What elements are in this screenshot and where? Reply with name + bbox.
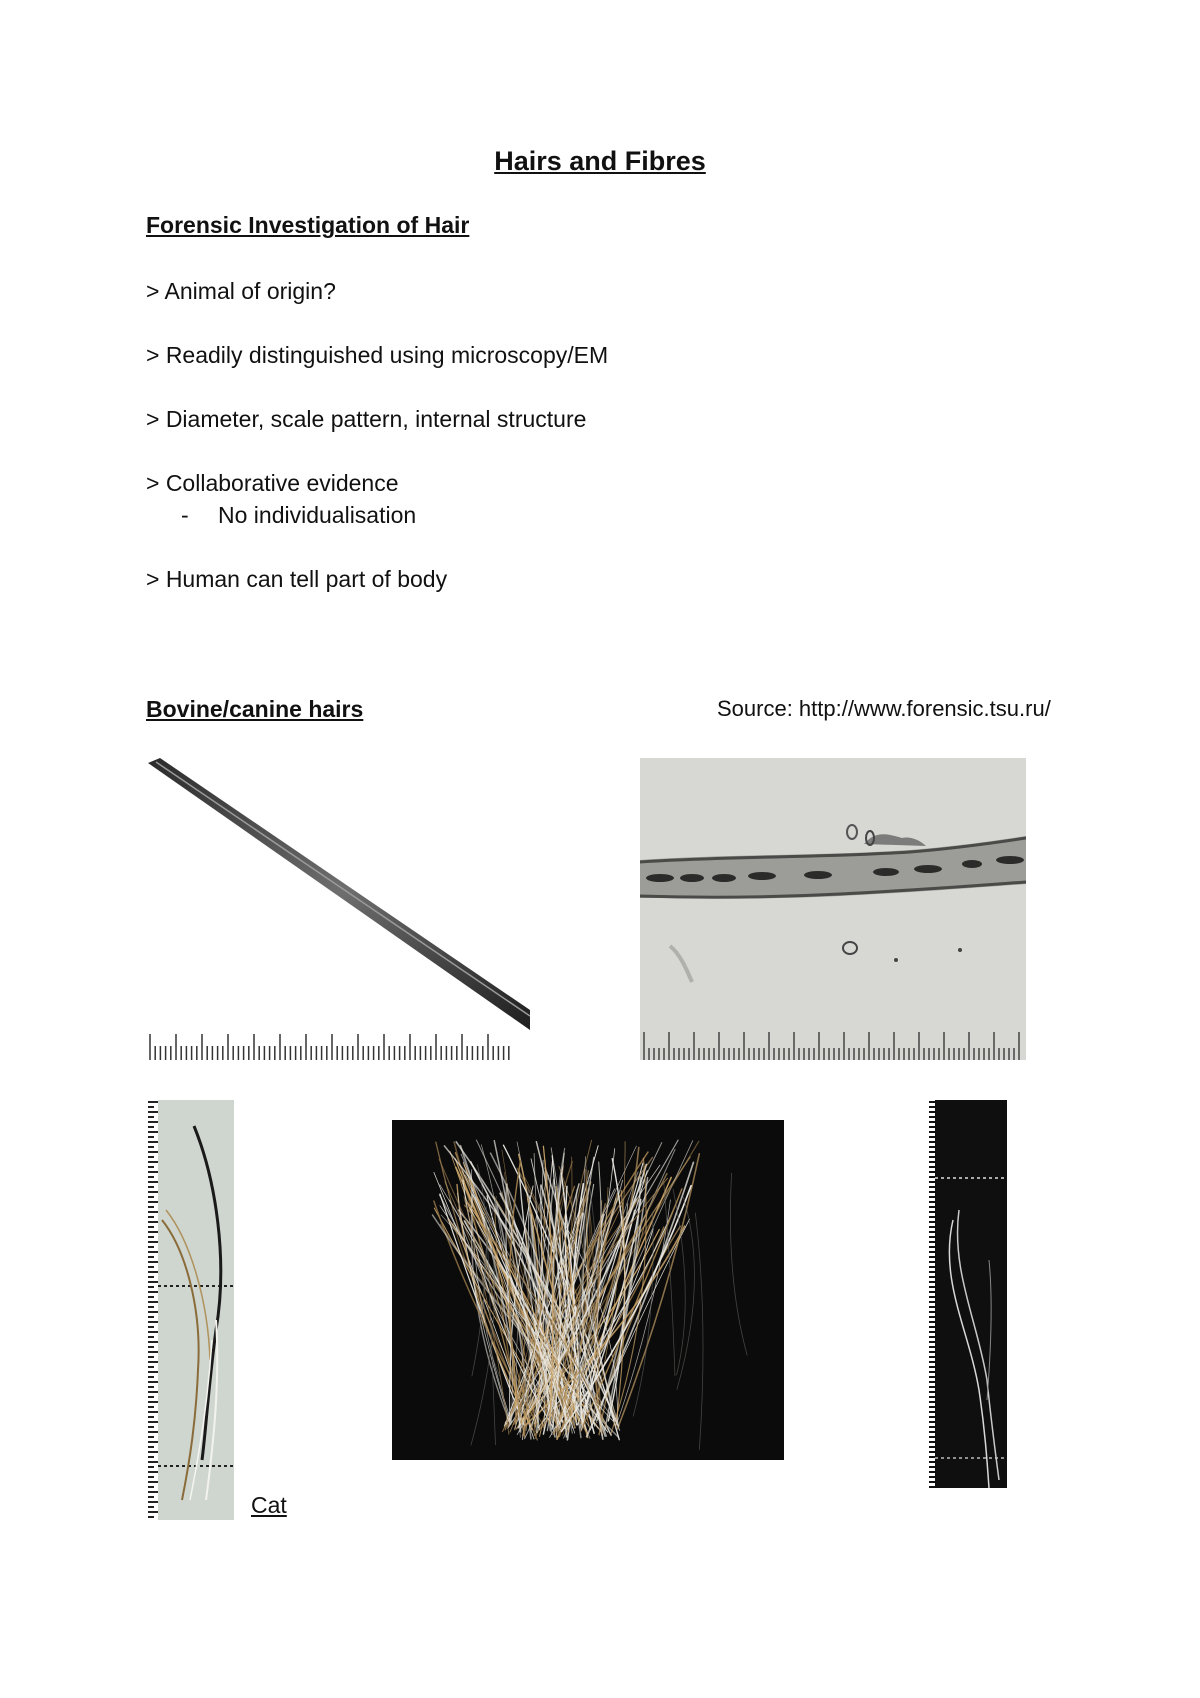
photo-hair-tuft [392, 1120, 784, 1460]
section-heading-bovine-canine: Bovine/canine hairs [146, 696, 364, 722]
photo-long-hairs [929, 1100, 1007, 1488]
point-animal-of-origin: > Animal of origin? [146, 278, 336, 304]
section-heading-forensic-investigation: Forensic Investigation of Hair [146, 212, 470, 238]
point-microscopy: > Readily distinguished using microscopy/EM [146, 342, 609, 368]
subpoint-no-individualisation: No individualisation [218, 502, 417, 528]
photo-diagonal-hair [146, 758, 530, 1060]
subpoint-dash: - [181, 502, 189, 528]
point-diameter: > Diameter, scale pattern, internal structure [146, 406, 587, 432]
source-citation: Source: http://www.forensic.tsu.ru/ [717, 696, 1051, 721]
photo-cat-hair [146, 1100, 234, 1520]
page-title: Hairs and Fibres [494, 146, 706, 176]
point-collaborative-evidence: > Collaborative evidence [146, 470, 399, 496]
photo-microscope-hair [640, 758, 1026, 1060]
caption-cat: Cat [251, 1492, 287, 1518]
point-human-body-part: > Human can tell part of body [146, 566, 448, 592]
